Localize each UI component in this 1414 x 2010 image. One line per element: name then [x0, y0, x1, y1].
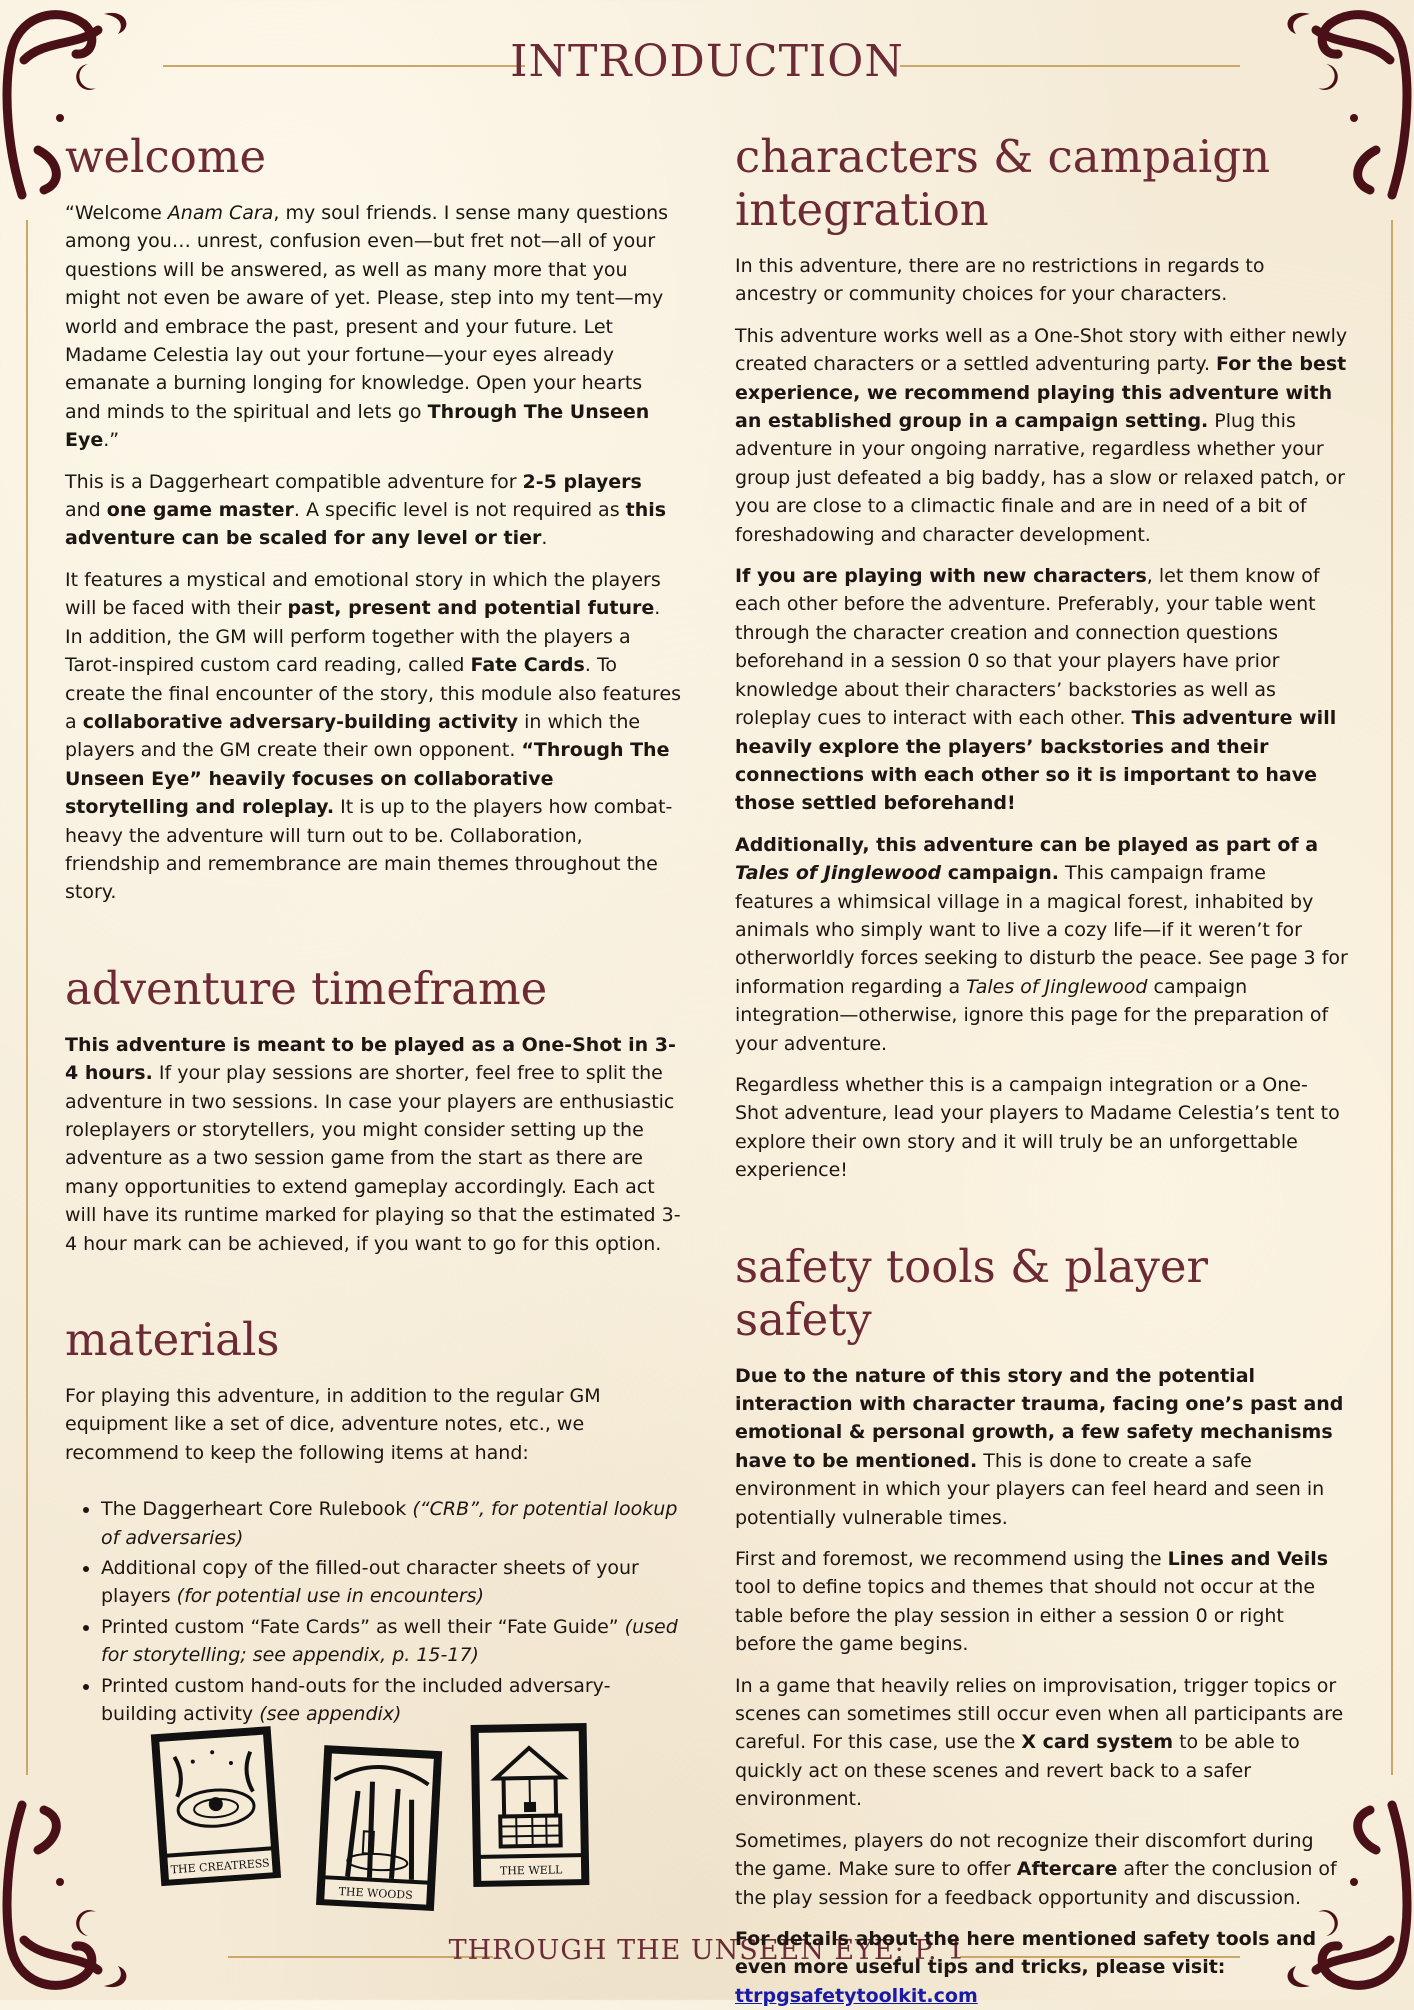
text-run: one game master: [106, 499, 294, 522]
text-run: . In addition, the GM will perform together with the players a Tarot-inspired custom card reading, called: [65, 597, 661, 677]
text-run: Aftercare: [1016, 1858, 1118, 1881]
timeframe-section: [65, 962, 682, 1258]
right-border-line: [1391, 220, 1393, 1775]
tarot-card-the-creatress: [148, 1724, 288, 1890]
text-run: Tales of Jinglewood: [735, 862, 942, 885]
tarot-card-label: THE WOODS: [338, 1885, 414, 1902]
text-run: Sometimes, players do not recognize their discomfort during the game. Make sure to offer: [735, 1829, 1314, 1881]
text-run: to be able to quickly act on these scenes and revert back to a safer environment.: [735, 1731, 1300, 1811]
text-run: , let them know of each other before the adventure. Preferably, your table went through the character creation and connection questions beforehand in a session 0 so that your players have prior knowledge about their characters’ backstories as well as roleplay cues to interact with each other.: [735, 565, 1320, 730]
tarot-card-label: THE WELL: [499, 1863, 563, 1878]
materials-list: [65, 1495, 682, 1728]
characters-section: [735, 130, 1348, 1185]
characters-paragraph-3: [735, 562, 1348, 818]
materials-list-item: [101, 1495, 682, 1552]
text-run: “Welcome: [65, 202, 168, 224]
text-run: Due to the nature of this story and the potential interaction with character trauma, facing one’s past and emotional & personal growth, a few safety mechanisms have to be mentioned.: [735, 1364, 1344, 1472]
text-run: .: [541, 527, 548, 550]
text-run: . To create the final encounter of the story, this module also features a: [65, 654, 682, 733]
materials-heading: materials: [65, 1313, 280, 1366]
text-run: Lines and Veils: [1167, 1548, 1329, 1571]
text-run: Additionally, this adventure can be played as part of a: [735, 833, 1319, 856]
text-run: tool to define topics and themes that should not occur at the table before the play session in either a session 0 or right before the game begins.: [735, 1576, 1316, 1656]
text-run: (for potential use in encounters): [176, 1585, 484, 1608]
materials-list-item: [101, 1672, 682, 1729]
text-run: campaign.: [941, 862, 1059, 885]
text-run: It is up to the players how combat-heavy the adventure will turn out to be. Collaboration, friendship and remembrance are main themes throughout the story.: [65, 796, 673, 904]
safety-paragraph-5: [735, 1925, 1348, 2010]
welcome-heading: welcome: [65, 130, 267, 183]
text-run: For details about the here mentioned safety tools and even more useful tips and tricks, please visit:: [735, 1927, 1317, 1979]
text-run: , my soul friends. I sense many questions among you… unrest, confusion even—but fret not—all of your questions will be answered, as well as many more that you might not even be aware of yet. Please, step into my tent—my world and embrace the past, present and your future. Let Madame Celestia lay out your fortune—your eyes already emanate a burning longing for knowledge. Open your hearts and minds to the spiritual and lets go: [65, 202, 669, 423]
text-run: campaign integration—otherwise, ignore this page for the preparation of your adventure.: [735, 975, 1329, 1055]
text-run: If you are playing with new characters: [735, 565, 1147, 588]
text-run: If your play sessions are shorter, feel free to split the adventure in two sessions. In case your players are enthusiastic roleplayers or storytellers, you might consider setting up the adventure as a two session game from the start as there are many opportunities to extend gameplay accordingly. Each act will have its runtime marked for playing so that the estimated 3-4 hour mark can be achieved, if you want to go for this option.: [65, 1062, 681, 1255]
characters-paragraph-5: [735, 1071, 1348, 1185]
text-run: Additional copy of the filled-out character sheets of your players: [101, 1557, 639, 1608]
characters-heading: characters & campaign integration: [735, 130, 1271, 236]
text-run: in which the players and the GM create their own opponent.: [65, 710, 641, 762]
characters-paragraph-2: [735, 322, 1348, 549]
text-run: past, present and potential future: [287, 597, 655, 620]
page-footer: THROUGH THE UNSEEN EYE: P. 1: [448, 1935, 966, 1966]
left-border-line: [26, 220, 28, 1775]
text-run: (see appendix): [259, 1703, 402, 1726]
text-run: For playing this adventure, in addition to the regular GM equipment like a set of dice, adventure notes, etc., we recommend to keep the following items at hand:: [65, 1385, 601, 1464]
text-run: This campaign frame features a whimsical village in a magical forest, inhabited by animals who simply want to live a cozy life—if it weren’t for otherworldly forces seeking to disturb the peace. See page 3 for information regarding a: [735, 862, 1348, 998]
safety-paragraph-4: [735, 1827, 1348, 1912]
text-run: 2-5 players: [522, 470, 642, 493]
materials-section: [65, 1313, 682, 1728]
tarot-card-the-woods: [310, 1742, 446, 1918]
text-run: It features a mystical and emotional story in which the players will be faced with their: [65, 568, 661, 620]
text-run: X card system: [1021, 1731, 1174, 1754]
welcome-paragraph-1: [65, 199, 682, 455]
text-run: Through The Unseen Eye: [65, 400, 650, 452]
text-run: Printed custom “Fate Cards” as well their “Fate Guide”: [101, 1615, 625, 1638]
text-run: The Daggerheart Core Rulebook: [101, 1498, 413, 1521]
text-run: This is a Daggerheart compatible adventure for: [65, 470, 523, 493]
text-run: For the best experience, we recommend playing this adventure with an established group in a campaign setting.: [735, 353, 1347, 433]
page-title: INTRODUCTION: [510, 36, 904, 87]
text-run: .”: [103, 429, 120, 452]
welcome-paragraph-3: [65, 566, 682, 907]
text-run: after the conclusion of the play session for a feedback opportunity and discussion.: [735, 1858, 1337, 1909]
timeframe-paragraph: [65, 1031, 682, 1258]
materials-list-item: [101, 1554, 682, 1611]
characters-paragraph-1: [735, 252, 1348, 309]
safety-paragraph-3: [735, 1672, 1348, 1814]
text-run: this adventure can be scaled for any level or tier: [65, 499, 667, 550]
safety-heading: safety tools & player safety: [735, 1239, 1209, 1346]
text-run: This adventure will heavily explore the players’ backstories and their connections with each other so it is important to have those settled beforehand!: [735, 707, 1337, 815]
corner-ornament-bottom-left: [0, 1800, 140, 2000]
safety-paragraph-2: [735, 1545, 1348, 1659]
text-run: In a game that heavily relies on improvisation, trigger topics or scenes can sometimes still occur even when all participants are careful. For this case, use the: [735, 1674, 1344, 1754]
text-run: This adventure works well as a One-Shot story with either newly created characters or a settled adventuring party.: [735, 324, 1348, 376]
text-run: Tales of Jinglewood: [966, 975, 1148, 998]
right-column: [735, 130, 1348, 2010]
text-run: This adventure is meant to be played as a One-Shot in 3-4 hours.: [65, 1033, 676, 1085]
safety-paragraph-1: [735, 1362, 1348, 1532]
timeframe-heading: adventure timeframe: [65, 961, 548, 1015]
materials-list-item: [101, 1613, 682, 1670]
text-run: In this adventure, there are no restrictions in regards to ancestry or community choices for your characters.: [735, 255, 1265, 306]
text-run: First and foremost, we recommend using the: [735, 1548, 1168, 1571]
welcome-section: [65, 130, 682, 907]
tarot-card-the-well: [466, 1718, 592, 1894]
left-column: [65, 130, 682, 1730]
text-run: Fate Cards: [470, 654, 585, 677]
text-run: Regardless whether this is a campaign integration or a One-Shot adventure, lead your players to Madame Celestia’s tent to explore their own story and it will truly be an unforgettable experience!: [735, 1073, 1340, 1182]
text-run: Plug this adventure in your ongoing narrative, regardless whether your group just defeated a big baddy, has a slow or relaxed patch, or you are close to a climactic finale and are in need of a bit of foreshadowing and character development.: [735, 410, 1345, 546]
text-run: . A specific level is not required as: [293, 499, 626, 522]
safety-section: [735, 1240, 1348, 2010]
text-run: Anam Cara: [167, 202, 274, 224]
text-run: (used for storytelling; see appendix, p. 15-17): [101, 1615, 678, 1667]
text-run: “Through The Unseen Eye” heavily focuses on collaborative storytelling and roleplay.: [65, 739, 670, 819]
safety-details-text: [735, 1928, 1316, 1978]
tarot-card-label: THE CREATRESS: [170, 1856, 271, 1877]
text-run: Printed custom hand-outs for the included adversary-building activity: [101, 1674, 611, 1726]
text-run: This is done to create a safe environment in which your players can feel heard and seen in potentially vulnerable times.: [735, 1449, 1325, 1529]
safety-toolkit-link[interactable]: ttrpgsafetytoolkit.com: [735, 1984, 978, 2007]
welcome-paragraph-2: [65, 468, 682, 553]
materials-paragraph: [65, 1382, 682, 1467]
text-run: (“CRB”, for potential lookup of adversaries): [101, 1498, 678, 1549]
characters-paragraph-4: [735, 831, 1348, 1058]
text-run: collaborative adversary-building activity: [82, 710, 519, 733]
text-run: and: [65, 499, 107, 522]
